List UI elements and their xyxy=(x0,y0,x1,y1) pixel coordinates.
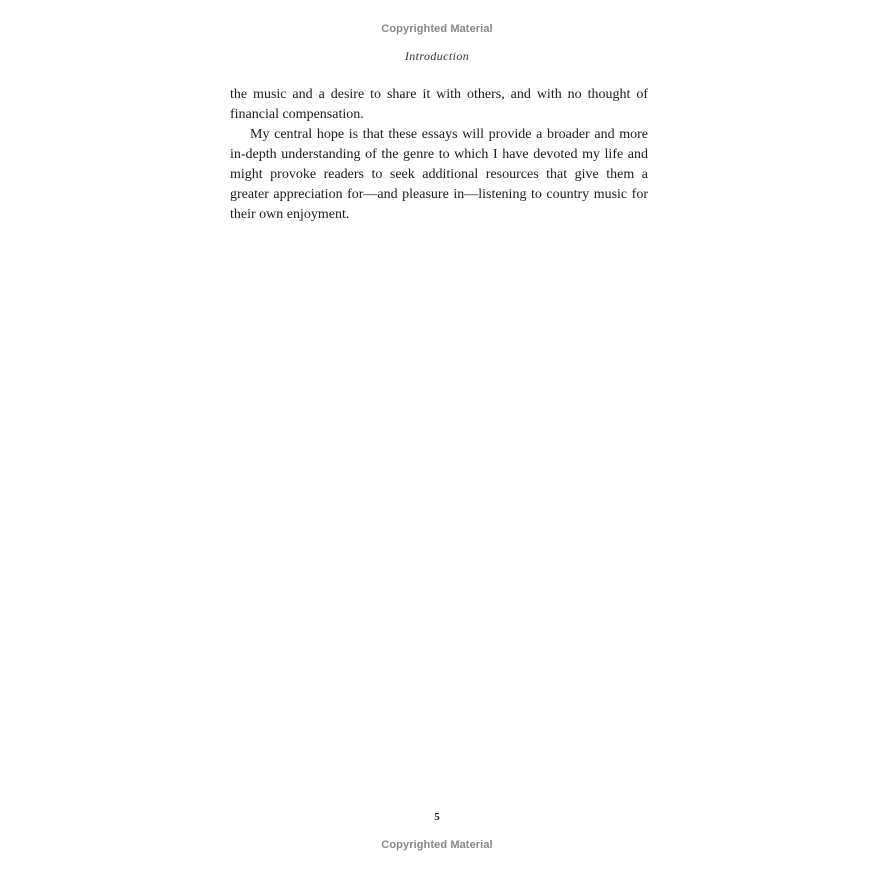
copyright-watermark-bottom: Copyrighted Material xyxy=(381,839,493,851)
paragraph-central-hope: My central hope is that these essays will provide a broader and more in-depth understanding of the genre to which I have devoted my life and might provoke readers to seek additional resources that give them a greater appreciation for—and pleasure in—listening to country music for their own enjoyment. xyxy=(230,127,648,222)
running-head: Introduction xyxy=(404,49,470,63)
copyright-watermark-top: Copyrighted Material xyxy=(381,23,493,35)
body-text xyxy=(230,85,648,225)
page-number: 5 xyxy=(434,811,440,823)
paragraph-continuation: the music and a desire to share it with others, and with no thought of financial compensation. xyxy=(230,87,648,122)
